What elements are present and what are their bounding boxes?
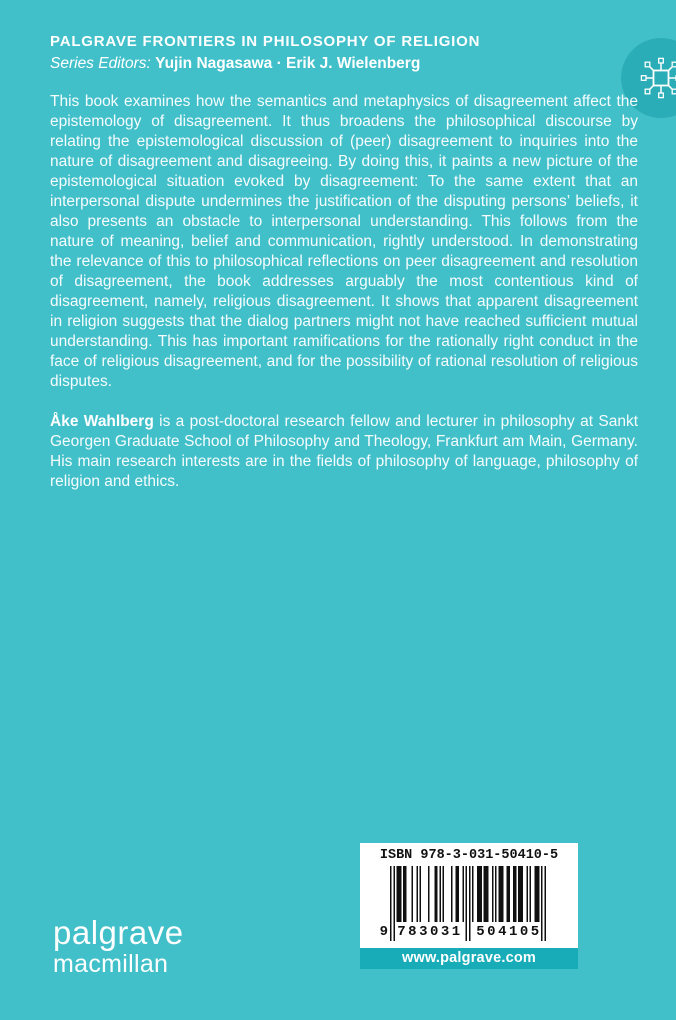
author-bio (50, 412, 638, 492)
publisher-logo-macmillan: macmillan (53, 950, 169, 978)
author-name: Åke Wahlberg (50, 413, 154, 430)
text-block (50, 92, 638, 492)
series-editor-names: Yujin Nagasawa · Erik J. Wielenberg (155, 55, 421, 72)
network-icon (638, 55, 676, 101)
publisher-logo (53, 916, 184, 977)
barcode-digits-right: 504105 (476, 924, 542, 940)
series-title: PALGRAVE FRONTIERS IN PHILOSOPHY OF RELIGION (50, 33, 481, 50)
book-description: This book examines how the semantics and metaphysics of disagreement affect the epistemology of disagreement. It thus broadens the philosophical discourse by relating the epistemological discussion of (peer) disagreement to inquiries into the nature of disagreement and disagreeing. By doing this, it paints a new picture of the epistemological situation evoked by disagreement: To the same extent that an interpersonal dispute undermines the justification of the disputing persons’ beliefs, it also presents an obstacle to interpersonal understanding. This follows from the nature of meaning, belief and communication, rightly understood. In demonstrating the relevance of this to philosophical reflections on peer disagreement and resolution of disagreement, the book addresses arguably the most contentious kind of disagreement, namely, religious disagreement. It shows that apparent disagreement in religion suggests that the dialog partners might not have reached sufficient mutual understanding. This has important ramifications for the rationally right conduct in the face of religious disagreement, and for the possibility of rational resolution of religious disputes. (50, 93, 638, 390)
author-bio-text: is a post-doctoral research fellow and lecturer in philosophy at Sankt Georgen Graduate School of Philosophy and Theology, Frankfurt am Main, Germany. His main research interests are in the fields of philosophy of language, philosophy of religion and ethics. (50, 413, 638, 490)
isbn-number: ISBN 978-3-031-50410-5 (379, 848, 559, 863)
header (50, 32, 586, 75)
series-editors (50, 53, 586, 75)
series-editors-label: Series Editors: (50, 55, 151, 72)
barcode-digit-leading: 9 (379, 924, 388, 940)
publisher-website: www.palgrave.com (360, 948, 578, 969)
isbn-barcode-panel (360, 843, 578, 969)
barcode-digits-left: 783031 (397, 924, 463, 940)
publisher-logo-palgrave: palgrave (53, 914, 184, 951)
